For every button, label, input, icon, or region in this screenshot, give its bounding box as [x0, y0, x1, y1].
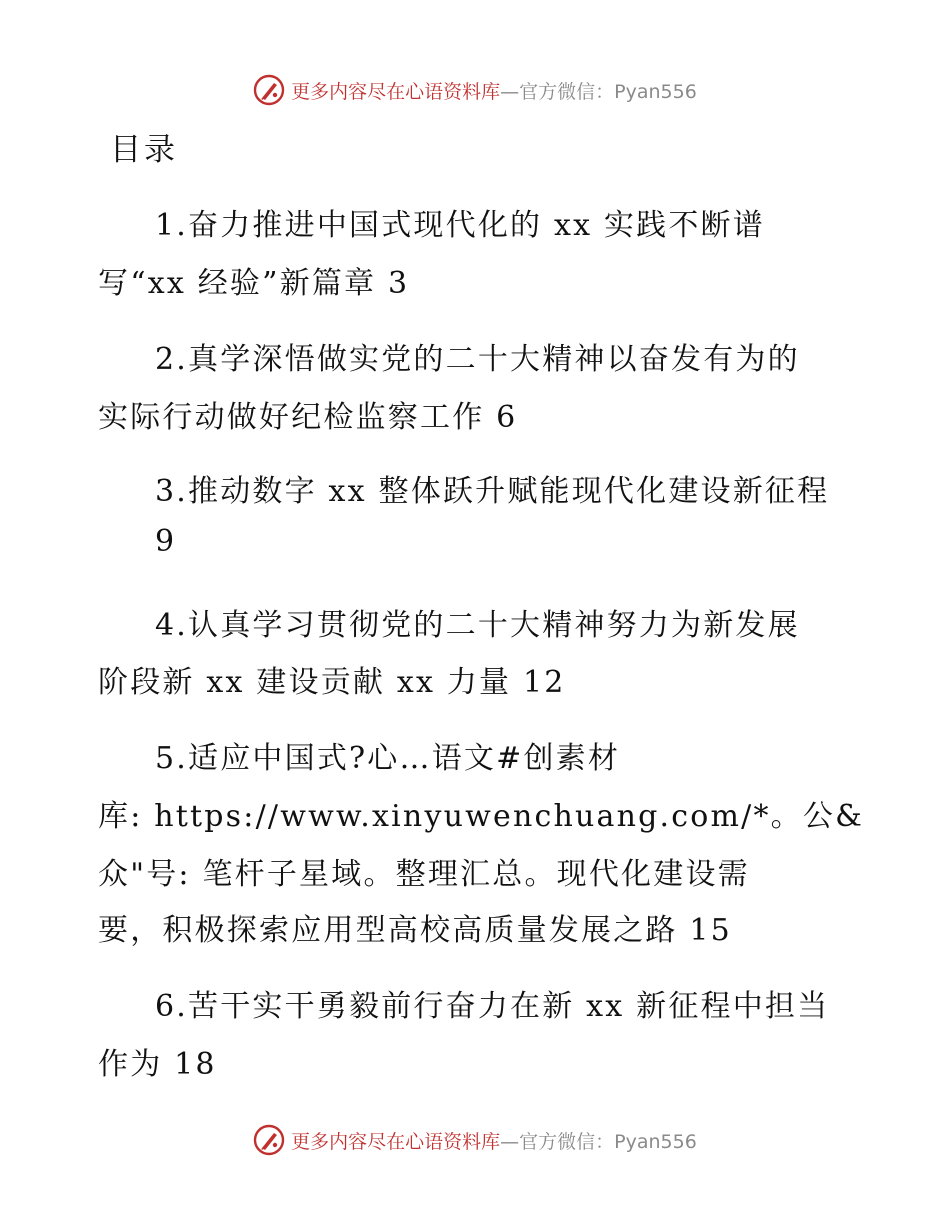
- banner-text: 更多内容尽在心语资料库: [291, 1130, 501, 1153]
- toc-entry-1-line-2: 写“xx 经验”新篇章 3: [98, 266, 410, 301]
- toc-entry-5-line-3: 众"号: 笔杆子星域。整理汇总。现代化建设需: [98, 857, 750, 892]
- toc-entry-2-line-2: 实际行动做好纪检监察工作 6: [98, 400, 518, 435]
- toc-entry-4-line-2: 阶段新 xx 建设贡献 xx 力量 12: [98, 665, 566, 700]
- quill-pen-logo-icon: [253, 74, 285, 106]
- toc-entry-4-line-1: 4.认真学习贯彻党的二十大精神努力为新发展: [155, 608, 800, 643]
- toc-entry-6-line-1: 6.苦干实干勇毅前行奋力在新 xx 新征程中担当: [155, 989, 830, 1024]
- toc-entry-1-line-1: 1.奋力推进中国式现代化的 xx 实践不断谱: [155, 208, 765, 243]
- header-banner: [0, 70, 950, 110]
- toc-title: 目录: [110, 132, 178, 168]
- toc-entry-5-line-1: 5.适应中国式?心…语文#创素材: [155, 741, 621, 776]
- banner-wechat-id: —官方微信：Pyan556: [500, 80, 697, 103]
- toc-entry-3-line-2: 9: [155, 524, 177, 559]
- toc-entry-3-line-1: 3.推动数字 xx 整体跃升赋能现代化建设新征程: [155, 474, 830, 509]
- toc-entry-5-line-4: 要，积极探索应用型高校高质量发展之路 15: [98, 913, 732, 948]
- quill-pen-logo-icon: [253, 1124, 285, 1156]
- banner-wechat-id: —官方微信：Pyan556: [500, 1130, 697, 1153]
- toc-entry-6-line-2: 作为 18: [98, 1047, 217, 1082]
- toc-entry-5-line-2: 库: https://www.xinyuwenchuang.com/*。公&: [98, 799, 864, 834]
- toc-entry-2-line-1: 2.真学深悟做实党的二十大精神以奋发有为的: [155, 342, 800, 377]
- banner-text: 更多内容尽在心语资料库: [291, 80, 501, 103]
- footer-banner: [0, 1120, 950, 1160]
